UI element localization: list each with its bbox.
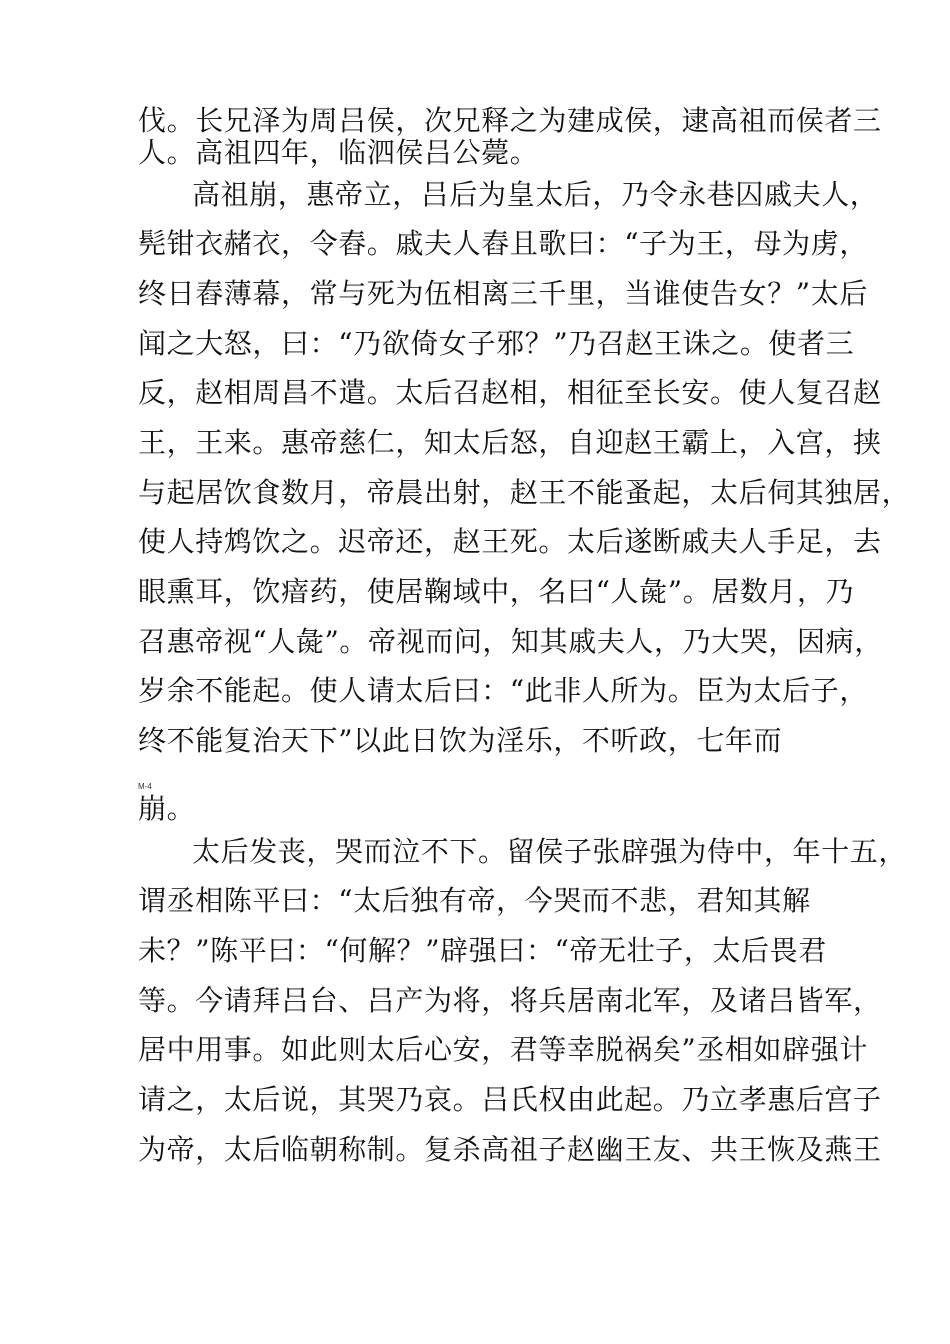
text-line: 崩。 xyxy=(138,792,196,825)
text-line: 居中用事。如此则太后心安，君等幸脱祸矣”丞相如辟强计 xyxy=(138,1033,868,1066)
text-line: 请之，太后说，其哭乃哀。吕氏权由此起。乃立孝惠后宫子 xyxy=(138,1083,882,1116)
text-line: 终不能复治天下”以此日饮为淫乐，不听政，七年而 xyxy=(138,724,783,757)
text-line: 人。高祖四年，临泗侯吕公薨。 xyxy=(138,136,539,169)
text-line: 使人持鸩饮之。迟帝还，赵王死。太后遂断戚夫人手足，去 xyxy=(138,525,882,558)
text-line: 未？”陈平曰：“何解？”辟强曰：“帝无壮子，太后畏君 xyxy=(138,934,827,967)
text-line: 王，王来。惠帝慈仁，知太后怒，自迎赵王霸上，入宫，挟 xyxy=(138,426,882,459)
text-line: 岁余不能起。使人请太后曰：“此非人所为。臣为太后子， xyxy=(138,674,868,707)
text-line: 与起居饮食数月，帝晨出射，赵王不能蚤起，太后伺其独居， xyxy=(138,476,911,509)
text-line: 闻之大怒，曰：“乃欲倚女子邪？”乃召赵王诛之。使者三 xyxy=(138,327,855,360)
text-line: 髡钳衣赭衣，令舂。戚夫人舂且歌曰：“子为王，母为虏， xyxy=(138,227,868,260)
paragraph-first-line: 高祖崩，惠帝立，吕后为皇太后，乃令永巷囚戚夫人， xyxy=(192,178,879,211)
text-line: 谓丞相陈平曰：“太后独有帝，今哭而不悲，君知其解 xyxy=(138,884,811,917)
text-line: 眼熏耳，饮瘖药，使居鞠域中，名曰“人彘”。居数月，乃 xyxy=(138,575,855,608)
page-marker: M-4 xyxy=(138,782,152,791)
text-line: 终日舂薄幕，常与死为伍相离三千里，当谁使告女？”太后 xyxy=(138,277,868,310)
text-line: 为帝，太后临朝称制。复杀高祖子赵幽王友、共王恢及燕王 xyxy=(138,1133,882,1166)
text-line: 反，赵相周昌不遣。太后召赵相，相征至长安。使人复召赵 xyxy=(138,376,882,409)
text-line: 等。今请拜吕台、吕产为将，将兵居南北军，及诸吕皆军， xyxy=(138,984,882,1017)
paragraph-first-line: 太后发丧，哭而泣不下。留侯子张辟强为侍中，年十五， xyxy=(192,835,908,868)
text-line: 召惠帝视“人彘”。帝视而问，知其戚夫人，乃大哭，因病， xyxy=(138,625,883,658)
text-line: 伐。长兄泽为周吕侯，次兄释之为建成侯，逮高祖而侯者三 xyxy=(138,104,882,137)
